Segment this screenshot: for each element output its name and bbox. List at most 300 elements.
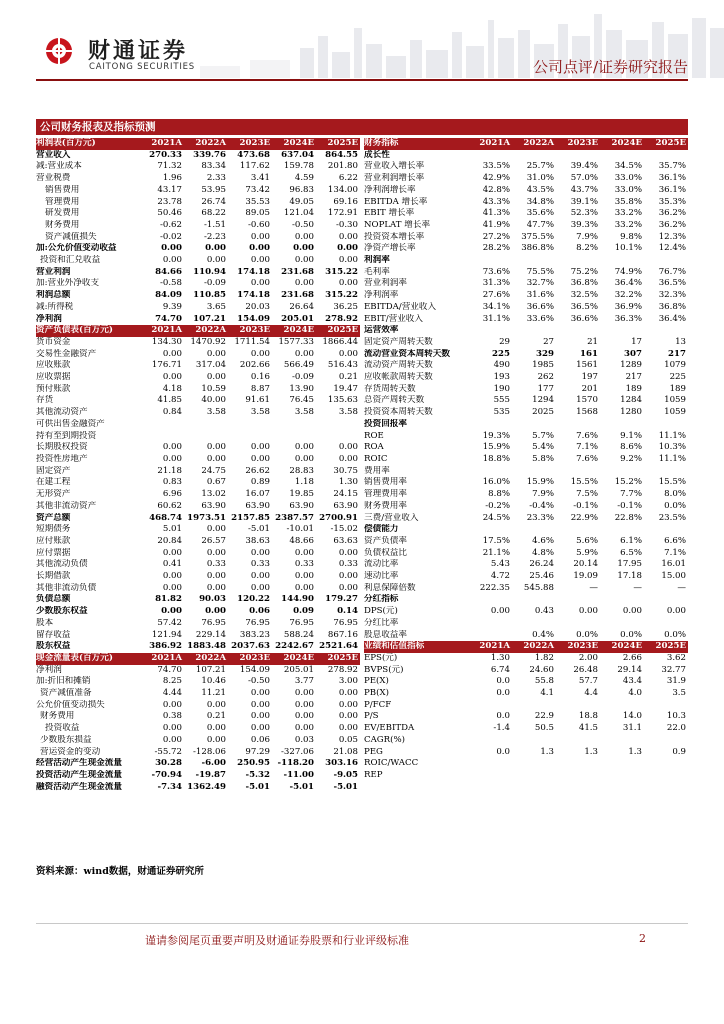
- header-divider: [36, 79, 688, 81]
- cell-value: 2521.64: [319, 641, 358, 652]
- cell-value: 555: [493, 395, 510, 406]
- row-label: 其他非流动资产: [36, 500, 97, 511]
- cell-value: 55.8: [534, 676, 554, 687]
- cell-value: -0.4%: [529, 500, 554, 511]
- cell-value: 0.00: [206, 571, 226, 582]
- table-row: [36, 267, 360, 279]
- cell-value: [228, 419, 272, 431]
- cell-value: 36.2%: [658, 208, 686, 219]
- cell-value: 0.33: [206, 559, 226, 570]
- cell-value: 329: [536, 348, 554, 359]
- cell-value: [556, 524, 600, 536]
- cell-value: [512, 150, 556, 162]
- cell-value: 21: [587, 336, 598, 347]
- cell-value: 0.00: [250, 723, 270, 734]
- cell-value: [600, 255, 644, 267]
- table-row: [364, 395, 688, 407]
- cell-value: 27.6%: [482, 290, 510, 301]
- cell-value: 0.00: [338, 278, 358, 289]
- cell-value: 0.00: [338, 582, 358, 593]
- cell-value: 84.09: [155, 290, 182, 301]
- cell-value: 36.3%: [614, 313, 642, 324]
- cell-value: 0.41: [162, 559, 182, 570]
- cell-value: 32.3%: [658, 290, 686, 301]
- cell-value: -2.23: [203, 231, 226, 242]
- cell-value: 63.90: [201, 500, 226, 511]
- table-row: [36, 466, 360, 478]
- cell-value: 1284: [620, 395, 642, 406]
- footer-disclaimer: 谨请参阅尾页重要声明及财通证券股票和行业评级标准: [145, 934, 409, 947]
- cell-value: 23.5%: [658, 512, 686, 523]
- cell-value: 17: [631, 336, 642, 347]
- cell-value: 35.8%: [614, 196, 642, 207]
- cell-value: 0.03: [294, 734, 314, 745]
- cell-value: 17.18: [617, 571, 642, 582]
- table-row: [36, 220, 360, 232]
- cell-value: 174.18: [237, 290, 270, 301]
- cell-value: 29: [499, 336, 510, 347]
- cell-value: 2021A: [140, 325, 184, 337]
- row-label: 应收票据: [36, 372, 71, 383]
- cell-value: 19.47: [333, 383, 358, 394]
- cell-value: 0.00: [338, 723, 358, 734]
- cell-value: -5.01: [247, 524, 270, 535]
- cell-value: 36.4%: [658, 313, 686, 324]
- cell-value: 32.2%: [614, 290, 642, 301]
- row-label: 加:公允价值变动收益: [36, 243, 117, 254]
- cell-value: 2022A: [512, 138, 556, 150]
- cell-value: 2023E: [556, 641, 600, 653]
- cell-value: 303.16: [325, 758, 358, 769]
- cell-value: [468, 524, 512, 536]
- row-label: P/FCF: [364, 699, 392, 710]
- table-row: [36, 454, 360, 466]
- cell-value: 7.7%: [620, 489, 642, 500]
- table-row: [364, 747, 688, 759]
- cell-value: 91.61: [245, 395, 270, 406]
- cell-value: 0.00: [338, 688, 358, 699]
- cell-value: 42.8%: [482, 184, 510, 195]
- cell-value: 76.95: [245, 617, 270, 628]
- cell-value: 81.82: [155, 594, 182, 605]
- cell-value: -0.50: [291, 219, 314, 230]
- cell-value: 41.9%: [482, 219, 510, 230]
- cell-value: 4.72: [490, 571, 510, 582]
- cell-value: 31.0%: [526, 173, 554, 184]
- cell-value: 0.00: [205, 606, 226, 617]
- cell-value: 0.06: [249, 606, 270, 617]
- cell-value: [468, 630, 512, 642]
- table-row: [364, 255, 688, 267]
- cell-value: [644, 150, 688, 162]
- cell-value: 0.00: [206, 453, 226, 464]
- row-label: 固定资产: [36, 465, 71, 476]
- cell-value: 566.49: [283, 360, 314, 371]
- cell-value: 17.95: [617, 559, 642, 570]
- row-label: 存货周转天数: [364, 383, 416, 394]
- cell-value: 10.3: [666, 711, 686, 722]
- cell-value: 7.1%: [576, 442, 598, 453]
- cell-value: 225: [669, 372, 686, 383]
- cell-value: 0.00: [338, 255, 358, 266]
- cell-value: 0.00: [162, 734, 182, 745]
- cell-value: 250.95: [237, 758, 270, 769]
- cell-value: -0.30: [335, 219, 358, 230]
- table-row: [364, 302, 688, 314]
- table-row: [364, 185, 688, 197]
- cell-value: 375.5%: [521, 231, 554, 242]
- cell-value: 32.5%: [570, 290, 598, 301]
- table-row: [364, 337, 688, 349]
- cell-value: 76.7%: [658, 266, 686, 277]
- cell-value: 25.46: [529, 571, 554, 582]
- cell-value: 864.55: [325, 149, 358, 160]
- cell-value: [600, 770, 644, 782]
- cell-value: 0.43: [534, 606, 554, 617]
- cell-value: 0.00: [294, 442, 314, 453]
- cell-value: -118.20: [277, 758, 314, 769]
- cell-value: 36.8%: [658, 301, 686, 312]
- cell-value: 0.00: [162, 372, 182, 383]
- cell-value: 0.00: [250, 688, 270, 699]
- cell-value: 0.00: [161, 243, 182, 254]
- row-label: 净资产增长率: [364, 243, 416, 254]
- table-header-row: [36, 653, 360, 665]
- cell-value: 96.83: [289, 184, 314, 195]
- row-label: 管理费用: [45, 196, 80, 207]
- cell-value: 22.9: [534, 711, 554, 722]
- cell-value: 0.21: [206, 711, 226, 722]
- table-row: [36, 407, 360, 419]
- table-row: [36, 735, 360, 747]
- cell-value: 0.33: [250, 559, 270, 570]
- cell-value: -7.34: [157, 781, 182, 792]
- cell-value: 0.00: [161, 606, 182, 617]
- cell-value: 1577.33: [278, 336, 314, 347]
- cell-value: 867.16: [327, 629, 358, 640]
- cell-value: 197: [581, 372, 598, 383]
- row-label: 业绩和估值指标: [364, 641, 468, 653]
- table-row: [36, 208, 360, 220]
- table-row: [364, 278, 688, 290]
- row-label: 投资性房地产: [36, 453, 88, 464]
- cell-value: [600, 150, 644, 162]
- cell-value: 3.58: [294, 407, 314, 418]
- caitong-logo-icon: [44, 36, 74, 66]
- cell-value: 0.00: [250, 547, 270, 558]
- cell-value: 40.00: [201, 395, 226, 406]
- table-row: [36, 723, 360, 735]
- cell-value: 0.00: [206, 255, 226, 266]
- cell-value: 7.1%: [664, 547, 686, 558]
- cell-value: 386.92: [149, 641, 182, 652]
- cell-value: [556, 594, 600, 606]
- cell-value: [512, 419, 556, 431]
- cell-value: 154.09: [237, 313, 270, 324]
- cell-value: 2023E: [228, 653, 272, 665]
- cell-value: 8.2%: [576, 243, 598, 254]
- cell-value: 33.5%: [482, 161, 510, 172]
- cell-value: 2021A: [140, 653, 184, 665]
- cell-value: 2024E: [272, 653, 316, 665]
- row-label: 毛利率: [364, 266, 390, 277]
- cell-value: 0.00: [162, 723, 182, 734]
- cell-value: 0.00: [162, 255, 182, 266]
- cell-value: 0.00: [205, 243, 226, 254]
- cell-value: 4.44: [162, 688, 182, 699]
- row-label: 管理费用率: [364, 489, 407, 500]
- cell-value: [600, 524, 644, 536]
- table-row: [36, 290, 360, 302]
- cell-value: 74.70: [157, 664, 182, 675]
- table-row: [364, 161, 688, 173]
- table-row: [36, 676, 360, 688]
- cell-value: 19.3%: [482, 430, 510, 441]
- cell-value: 47.7%: [526, 219, 554, 230]
- row-label: 研发费用: [45, 208, 80, 219]
- cell-value: 0.00: [250, 255, 270, 266]
- cell-value: [184, 419, 228, 431]
- cell-value: 0.00: [338, 231, 358, 242]
- cell-value: 0.0%: [576, 629, 598, 640]
- cell-value: 1568: [576, 407, 598, 418]
- cell-value: 0.0: [496, 676, 510, 687]
- cell-value: 0.00: [294, 255, 314, 266]
- cell-value: 3.58: [250, 407, 270, 418]
- cell-value: 31.1: [622, 723, 642, 734]
- cell-value: [512, 758, 556, 770]
- cell-value: [600, 466, 644, 478]
- cell-value: 2025E: [644, 641, 688, 653]
- cell-value: 0.00: [250, 231, 270, 242]
- cell-value: 16.01: [661, 559, 686, 570]
- cell-value: 1561: [576, 360, 598, 371]
- cell-value: 201: [581, 383, 598, 394]
- table-header-row: [364, 641, 688, 653]
- row-label: PE(X): [364, 676, 389, 687]
- cell-value: 3.41: [250, 173, 270, 184]
- cell-value: 36.5%: [658, 278, 686, 289]
- cell-value: 0.00: [578, 606, 598, 617]
- cell-value: [600, 419, 644, 431]
- cell-value: 2021A: [468, 138, 512, 150]
- cell-value: 1059: [664, 407, 686, 418]
- cell-value: 20.03: [245, 301, 270, 312]
- cell-value: 0.21: [338, 372, 358, 383]
- table-row: [36, 594, 360, 606]
- cell-value: 2.33: [206, 173, 226, 184]
- cell-value: 35.53: [245, 196, 270, 207]
- page-number: 2: [639, 932, 646, 945]
- cell-value: 0.00: [338, 571, 358, 582]
- table-row: [36, 571, 360, 583]
- cell-value: 161: [580, 348, 598, 359]
- cell-value: 6.1%: [620, 535, 642, 546]
- cell-value: 39.4%: [570, 161, 598, 172]
- cell-value: 0.00: [294, 688, 314, 699]
- cell-value: 0.00: [250, 278, 270, 289]
- cell-value: [600, 758, 644, 770]
- row-label: 应付账款: [36, 535, 71, 546]
- table-row: [36, 618, 360, 630]
- cell-value: 34.1%: [482, 301, 510, 312]
- table-row: [36, 665, 360, 677]
- cell-value: 5.43: [490, 559, 510, 570]
- row-label: 营业收入: [36, 149, 71, 160]
- cell-value: 0.00: [206, 723, 226, 734]
- cell-value: 2025E: [316, 325, 360, 337]
- cell-value: 76.95: [333, 617, 358, 628]
- table-row: [364, 349, 688, 361]
- table-row: [36, 360, 360, 372]
- cell-value: 107.21: [193, 313, 226, 324]
- right-indicator-table: [364, 138, 688, 782]
- cell-value: 0.0: [496, 746, 510, 757]
- cell-value: 39.3%: [570, 219, 598, 230]
- table-row: [364, 208, 688, 220]
- cell-value: -10.01: [286, 524, 314, 535]
- cell-value: 1059: [664, 395, 686, 406]
- cell-value: 0.00: [294, 711, 314, 722]
- cell-value: 13: [675, 336, 686, 347]
- row-label: 融资活动产生现金流量: [36, 781, 122, 792]
- cell-value: 516.43: [327, 360, 358, 371]
- cell-value: 0.00: [249, 243, 270, 254]
- table-row: [364, 267, 688, 279]
- table-row: [364, 243, 688, 255]
- cell-value: 0.00: [622, 606, 642, 617]
- cell-value: [140, 431, 184, 443]
- cell-value: 15.9%: [526, 477, 554, 488]
- cell-value: 2022A: [512, 641, 556, 653]
- table-row: [364, 197, 688, 209]
- row-label: 流动营业资本周转天数: [364, 348, 450, 359]
- row-label: 资产负债率: [364, 535, 407, 546]
- table-row: [36, 559, 360, 571]
- cell-value: 0.00: [293, 243, 314, 254]
- cell-value: 179.27: [325, 594, 358, 605]
- cell-value: [644, 618, 688, 630]
- cell-value: 1.96: [162, 173, 182, 184]
- cell-value: 21.1%: [482, 547, 510, 558]
- row-label: 财务费用率: [364, 500, 407, 511]
- table-row: [364, 372, 688, 384]
- table-row: [364, 220, 688, 232]
- cell-value: [644, 770, 688, 782]
- row-label: 财务指标: [364, 138, 468, 150]
- cell-value: 1.82: [534, 652, 554, 663]
- row-label: EBITDA/营业收入: [364, 301, 437, 312]
- cell-value: [600, 735, 644, 747]
- cell-value: 97.29: [245, 746, 270, 757]
- cell-value: 231.68: [281, 290, 314, 301]
- cell-value: -55.72: [154, 746, 182, 757]
- cell-value: 0.00: [338, 453, 358, 464]
- page-header: [0, 0, 724, 100]
- cell-value: 4.4: [584, 688, 598, 699]
- cell-value: 36.6%: [570, 313, 598, 324]
- row-label: 净利润增长率: [364, 184, 416, 195]
- cell-value: 68.22: [201, 208, 226, 219]
- cell-value: [468, 735, 512, 747]
- row-label: PB(X): [364, 688, 389, 699]
- table-row: [36, 337, 360, 349]
- row-label: 股东权益: [36, 641, 71, 652]
- cell-value: 24.60: [529, 664, 554, 675]
- cell-value: 2.66: [622, 652, 642, 663]
- row-label: 股息收益率: [364, 629, 407, 640]
- report-type: 公司点评/证券研究报告: [532, 58, 688, 76]
- row-label: 少数股东权益: [36, 606, 88, 617]
- cell-value: 41.85: [157, 395, 182, 406]
- row-label: 应付票据: [36, 547, 71, 558]
- row-label: ROIC: [364, 453, 388, 464]
- cell-value: [468, 419, 512, 431]
- cell-value: 7.6%: [576, 430, 598, 441]
- cell-value: [140, 419, 184, 431]
- cell-value: 6.96: [162, 489, 182, 500]
- cell-value: 3.77: [294, 676, 314, 687]
- cell-value: 15.9%: [482, 442, 510, 453]
- cell-value: 35.3%: [658, 196, 686, 207]
- row-label: 财务费用: [40, 711, 75, 722]
- row-label: 营业收入增长率: [364, 161, 425, 172]
- cell-value: 231.68: [281, 266, 314, 277]
- cell-value: 315.22: [325, 290, 358, 301]
- row-label: 费用率: [364, 465, 390, 476]
- cell-value: 1866.44: [322, 336, 358, 347]
- cell-value: 0.0%: [664, 500, 686, 511]
- row-label: 利润总额: [36, 290, 71, 301]
- row-label: 固定资产周转天数: [364, 336, 433, 347]
- cell-value: 1.18: [294, 477, 314, 488]
- cell-value: 15.5%: [570, 477, 598, 488]
- cell-value: 36.1%: [658, 184, 686, 195]
- table-row: [36, 384, 360, 396]
- cell-value: 222.35: [479, 582, 510, 593]
- table-row: [364, 360, 688, 372]
- cell-value: 41.3%: [482, 208, 510, 219]
- cell-value: 7.5%: [576, 489, 598, 500]
- cell-value: [556, 419, 600, 431]
- cell-value: 159.78: [283, 161, 314, 172]
- cell-value: [644, 255, 688, 267]
- cell-value: 176.71: [151, 360, 182, 371]
- cell-value: 75.5%: [526, 266, 554, 277]
- cell-value: 15.2%: [614, 477, 642, 488]
- cell-value: 190: [493, 383, 510, 394]
- table-row: [364, 571, 688, 583]
- cell-value: 0.0%: [664, 629, 686, 640]
- cell-value: 0.00: [162, 453, 182, 464]
- cell-value: 22.9%: [570, 512, 598, 523]
- row-label: 投资收益: [45, 723, 80, 734]
- cell-value: 57.42: [157, 617, 182, 628]
- cell-value: 545.88: [523, 582, 554, 593]
- cell-value: 229.14: [195, 629, 226, 640]
- cell-value: 189: [669, 383, 686, 394]
- row-label: 三费/营业收入: [364, 512, 419, 523]
- table-row: [36, 185, 360, 197]
- cell-value: 270.33: [149, 149, 182, 160]
- row-label: EBIT 增长率: [364, 208, 415, 219]
- cell-value: 107.21: [195, 664, 226, 675]
- cell-value: 0.00: [294, 723, 314, 734]
- cell-value: 3.58: [338, 407, 358, 418]
- cell-value: 49.05: [289, 196, 314, 207]
- cell-value: 14.0: [622, 711, 642, 722]
- cell-value: [644, 735, 688, 747]
